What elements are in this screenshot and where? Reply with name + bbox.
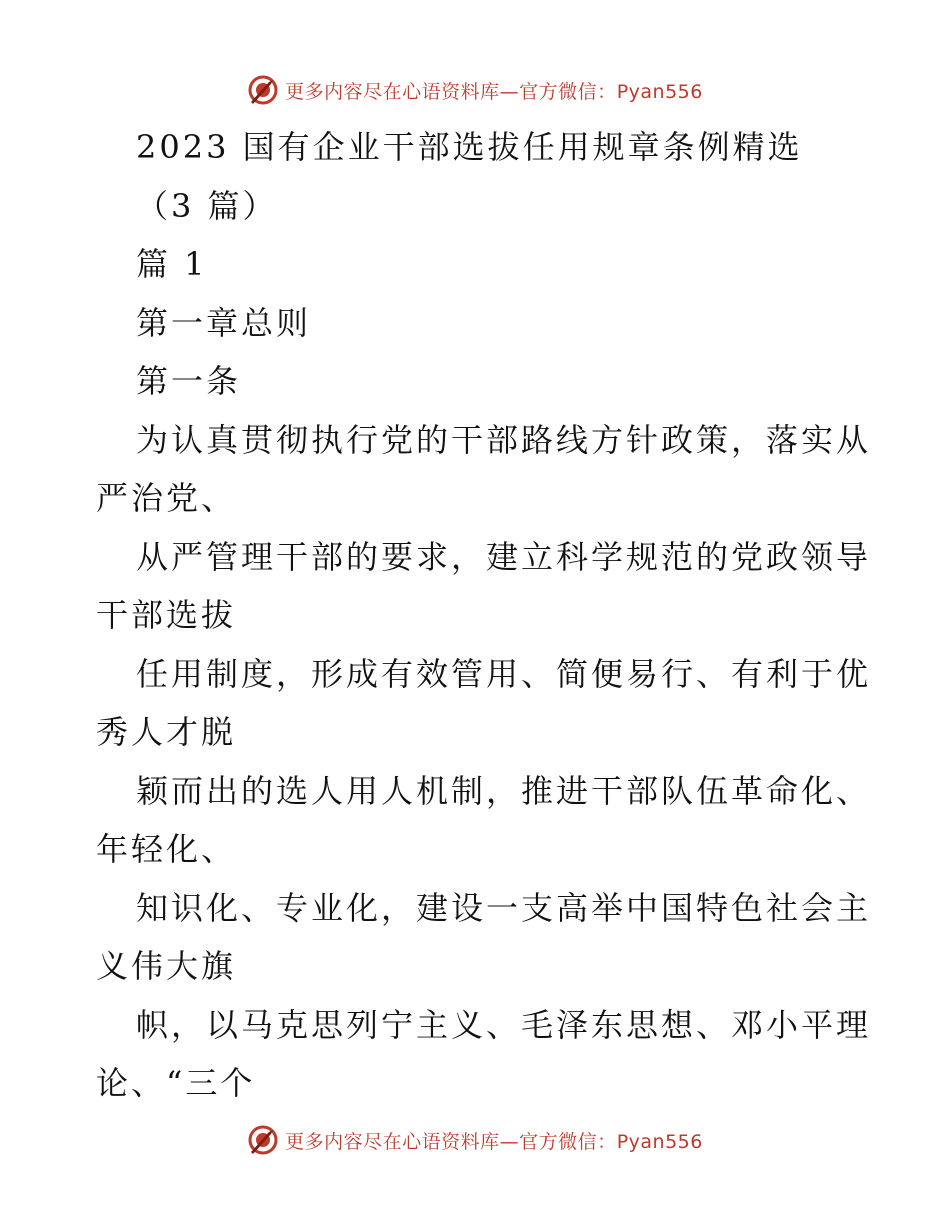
- footer-watermark: [0, 1120, 950, 1160]
- document-body: [96, 118, 872, 1113]
- body-line: 严治党、: [96, 479, 237, 517]
- body-line: 干部选拔: [96, 596, 237, 634]
- article-heading: 第一条: [136, 362, 242, 400]
- header-watermark: [0, 70, 950, 110]
- body-line: 帜，以马克思列宁主义、毛泽东思想、邓小平理: [136, 1005, 872, 1044]
- watermark-text: 更多内容尽在心语资料库—官方微信：Pyan556: [285, 80, 703, 103]
- watermark-text: 更多内容尽在心语资料库—官方微信：Pyan556: [285, 1130, 703, 1153]
- section-heading: 篇 1: [136, 245, 208, 283]
- quill-seal-logo-icon: [247, 74, 279, 106]
- body-line: 年轻化、: [96, 830, 237, 868]
- body-line: 秀人才脱: [96, 713, 237, 751]
- body-line: 知识化、专业化，建设一支高举中国特色社会主: [136, 888, 872, 927]
- document-title: 2023 国有企业干部选拔任用规章条例精选: [136, 128, 803, 166]
- body-line: 颖而出的选人用人机制，推进干部队伍革命化、: [136, 771, 872, 810]
- chapter-heading: 第一章总则: [136, 303, 312, 342]
- body-line: 从严管理干部的要求，建立科学规范的党政领导: [136, 537, 872, 576]
- quill-seal-logo-icon: [247, 1124, 279, 1156]
- body-line: 为认真贯彻执行党的干部路线方针政策，落实从: [136, 420, 872, 459]
- body-line: 义伟大旗: [96, 947, 237, 985]
- body-line: 论、“三个: [96, 1064, 256, 1102]
- body-line: 任用制度，形成有效管用、简便易行、有利于优: [136, 654, 872, 693]
- document-title-count: （3 篇）: [136, 186, 278, 225]
